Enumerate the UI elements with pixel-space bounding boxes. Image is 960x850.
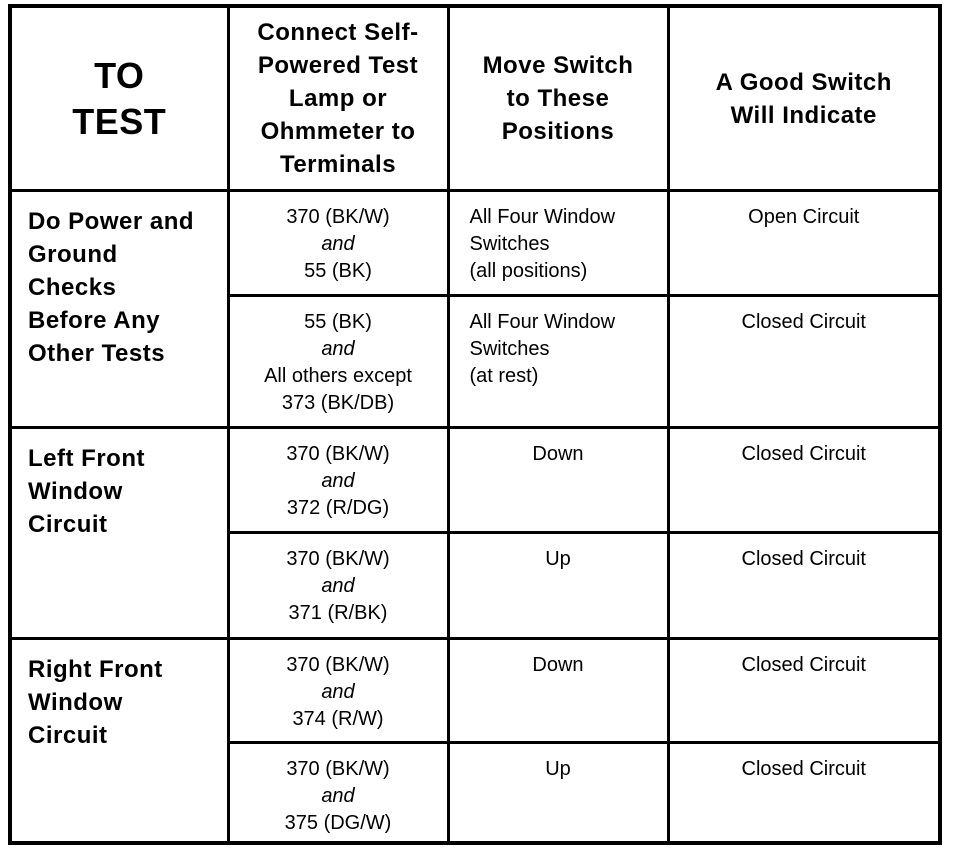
indicate-cell: Open Circuit <box>668 191 940 296</box>
header-to-test: TO TEST <box>10 6 228 191</box>
table-row <box>10 427 940 532</box>
terminals-cell: 370 (BK/W) and 371 (R/BK) <box>228 533 448 638</box>
positions-cell: All Four Window Switches (at rest) <box>448 296 668 428</box>
positions-cell: Up <box>448 743 668 843</box>
group-label-right-front: Right Front Window Circuit <box>10 638 228 843</box>
header-positions: Move Switch to These Positions <box>448 6 668 191</box>
header-indicate: A Good Switch Will Indicate <box>668 6 940 191</box>
switch-test-table <box>8 4 942 845</box>
header-terminals: Connect Self- Powered Test Lamp or Ohmmeter to Terminals <box>228 6 448 191</box>
indicate-cell: Closed Circuit <box>668 427 940 532</box>
header-row <box>10 6 940 191</box>
terminals-cell: 370 (BK/W) and 55 (BK) <box>228 191 448 296</box>
terminals-cell: 370 (BK/W) and 374 (R/W) <box>228 638 448 742</box>
indicate-cell: Closed Circuit <box>668 743 940 843</box>
positions-cell: Down <box>448 427 668 532</box>
positions-cell: Down <box>448 638 668 742</box>
table-row <box>10 191 940 296</box>
group-label-left-front: Left Front Window Circuit <box>10 427 228 638</box>
group-label-power-ground: Do Power and Ground Checks Before Any Other Tests <box>10 191 228 428</box>
terminals-cell: 55 (BK) and All others except 373 (BK/DB) <box>228 296 448 428</box>
indicate-cell: Closed Circuit <box>668 533 940 638</box>
positions-cell: Up <box>448 533 668 638</box>
terminals-cell: 370 (BK/W) and 372 (R/DG) <box>228 427 448 532</box>
table-row <box>10 638 940 742</box>
indicate-cell: Closed Circuit <box>668 296 940 428</box>
indicate-cell: Closed Circuit <box>668 638 940 742</box>
positions-cell: All Four Window Switches (all positions) <box>448 191 668 296</box>
terminals-cell: 370 (BK/W) and 375 (DG/W) <box>228 743 448 843</box>
